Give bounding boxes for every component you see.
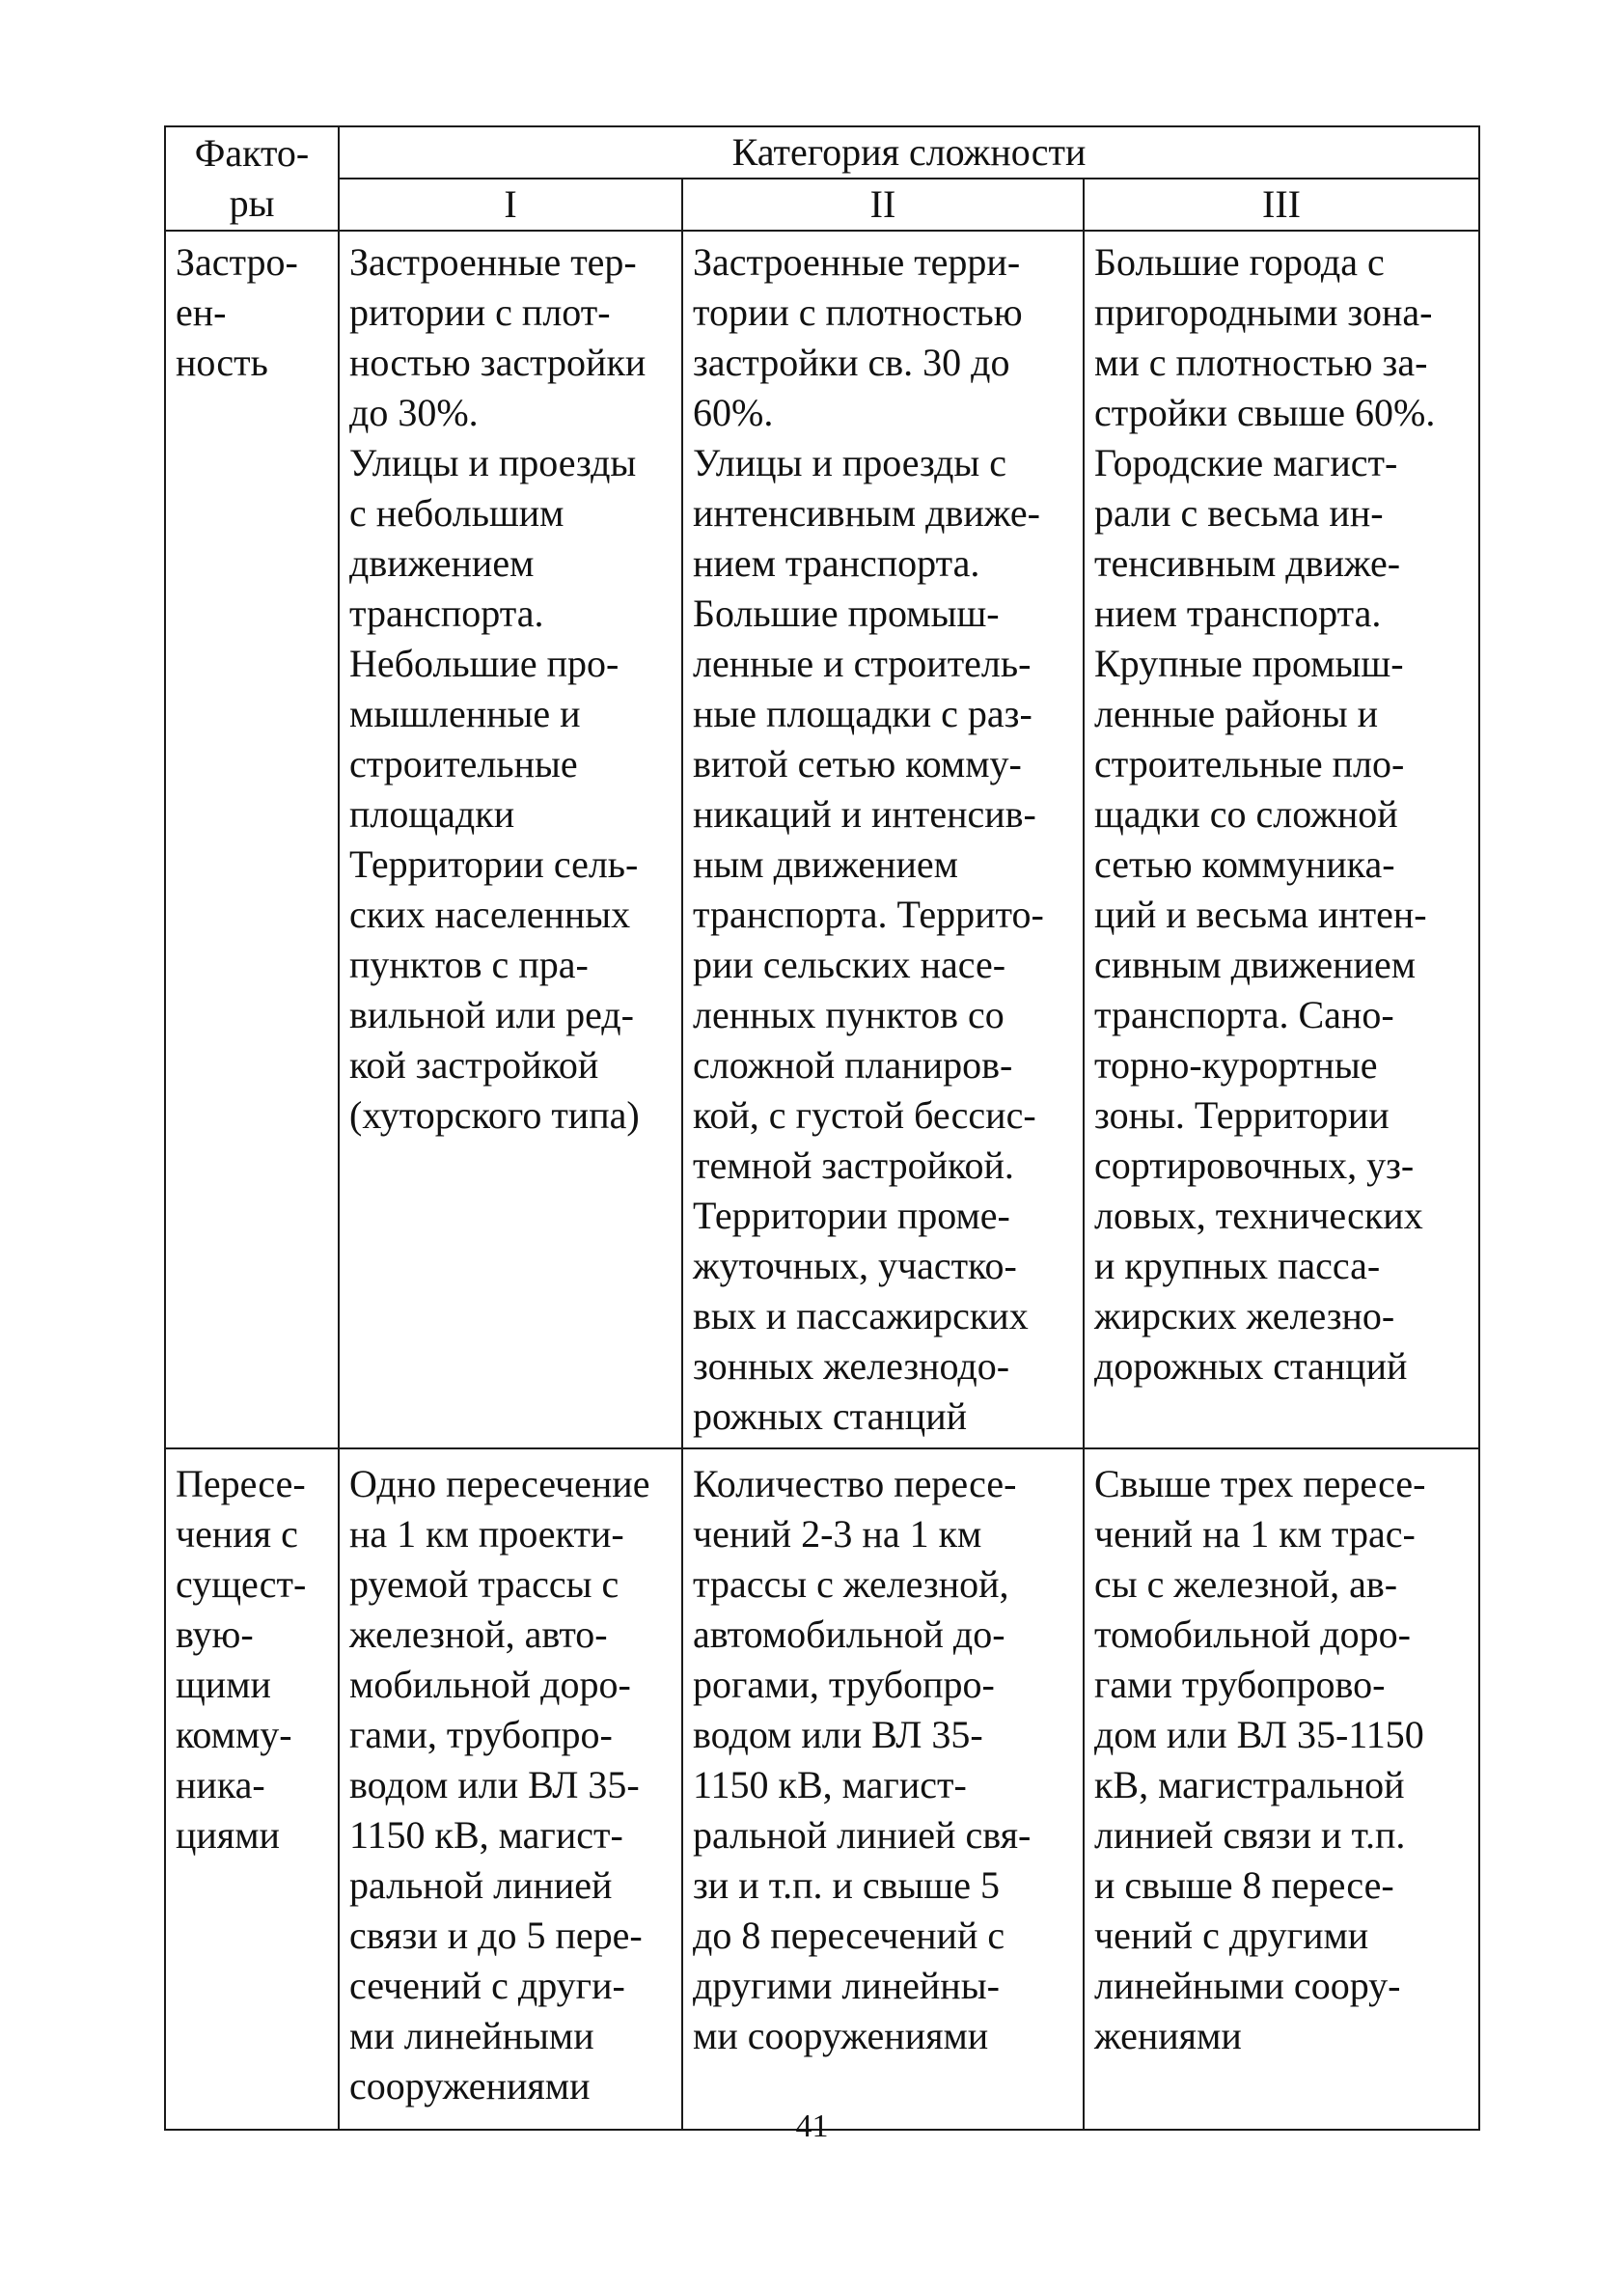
category-3-cell: Большие города с пригородными зона- ми с плотностью за- стройки свыше 60%. Городские магист- рали с весьма ин- тенсивным движе- нием транспорта. Крупные промыш- ленные районы и строительные пло- щадки со сложной сетью коммуника- ций и весьма интен- сивным движением транспорта. Сано- торно-курортные зоны. Территории сортировочных, уз- ловых, технических и крупных пасса- жирских железно- дорожных станций xyxy=(1084,231,1479,1448)
factor-cell: Застро- ен- ность xyxy=(165,231,339,1448)
category-1-cell: Одно пересечение на 1 км проекти- руемой трассы с железной, авто- мобильной доро- гами, трубопро- водом или ВЛ 35- 1150 кВ, магист- ральной линией связи и до 5 пере- сечений с други- ми линейными сооружениями xyxy=(339,1448,682,2130)
category-header: Категория сложности xyxy=(339,126,1479,179)
category-1-cell: Застроенные тер- ритории с плот- ностью застройки до 30%. Улицы и проезды с небольшим движением транспорта. Небольшие про- мышленные и строительные площадки Территории сель- ских населенных пунктов с пра- вильной или ред- кой застройкой (хуторского типа) xyxy=(339,231,682,1448)
table-row-intersections xyxy=(165,1448,1479,2130)
category-2-cell: Количество пересе- чений 2-3 на 1 км трассы с железной, автомобильной до- рогами, трубопро- водом или ВЛ 35- 1150 кВ, магист- ральной линией свя- зи и т.п. и свыше 5 до 8 пересечений с другими линейны- ми сооружениями xyxy=(682,1448,1084,2130)
header-row xyxy=(165,126,1479,179)
category-3-cell: Свыше трех пересе- чений на 1 км трас- сы с железной, ав- томобильной доро- гами трубопрово- дом или ВЛ 35-1150 кВ, магистральной линией связи и т.п. и свыше 8 пересе- чений с другими линейными соору- жениями xyxy=(1084,1448,1479,2130)
category-2-cell: Застроенные терри- тории с плотностью застройки св. 30 до 60%. Улицы и проезды с интенсивным движе- нием транспорта. Большие промыш- ленные и строитель- ные площадки с раз- витой сетью комму- никаций и интенсив- ным движением транспорта. Террито- рии сельских насе- ленных пунктов со сложной планиров- кой, с густой бессис- темной застройкой. Территории проме- жуточных, участко- вых и пассажирских зонных железнодо- рожных станций xyxy=(682,231,1084,1448)
factors-header: Факто- ры xyxy=(165,126,339,231)
category-numbers-row xyxy=(165,179,1479,231)
complexity-table xyxy=(164,125,1480,2131)
table-row-built-up-density xyxy=(165,231,1479,1448)
category-number-3: III xyxy=(1084,179,1479,231)
page-number: 41 xyxy=(795,2108,829,2144)
factor-cell: Пересе- чения с сущест- вую- щими комму- ника- циями xyxy=(165,1448,339,2130)
category-number-1: I xyxy=(339,179,682,231)
category-number-2: II xyxy=(682,179,1084,231)
